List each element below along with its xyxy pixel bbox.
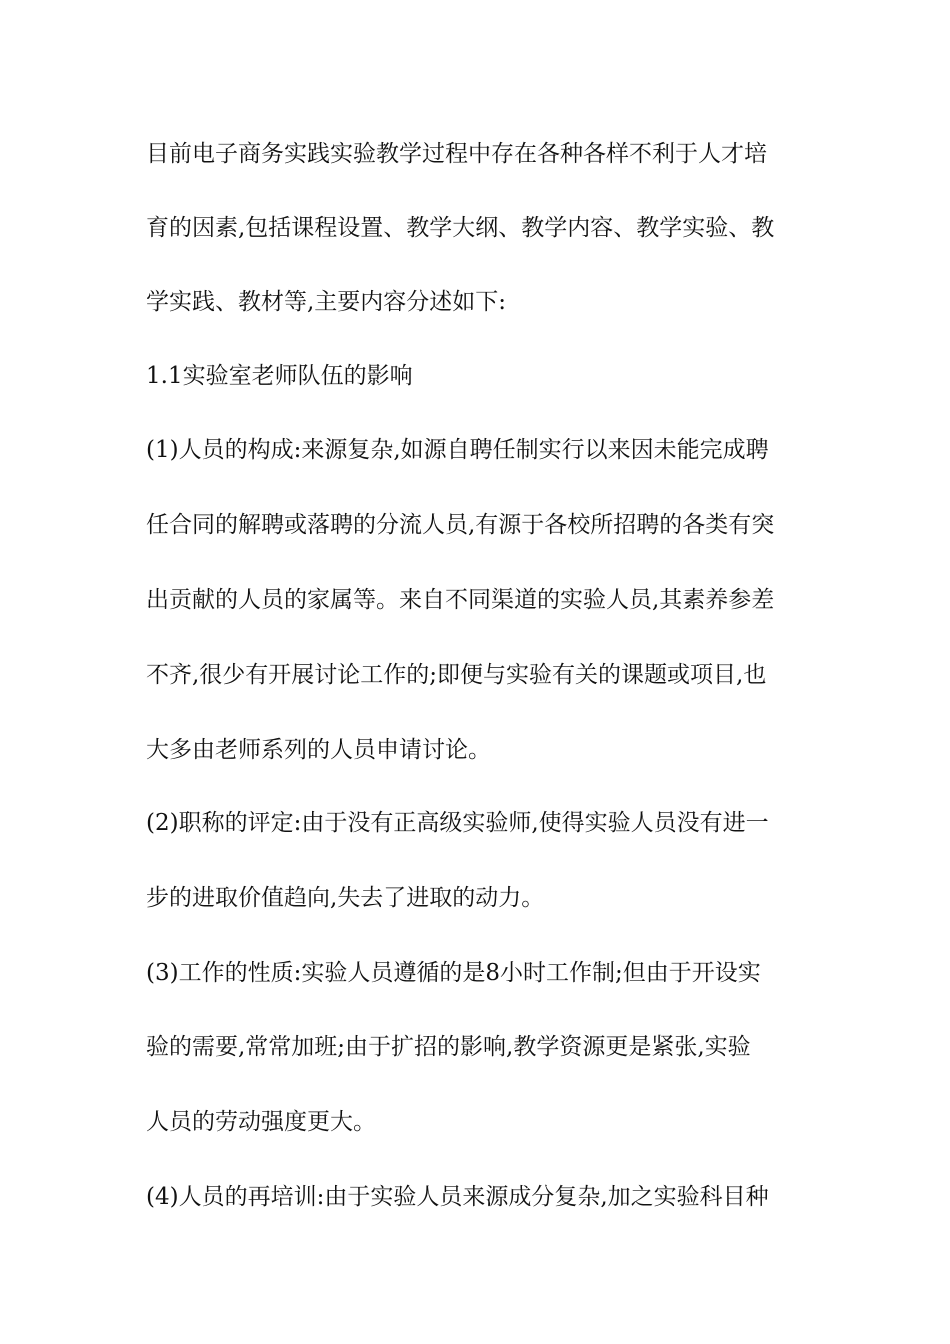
- text-line: 验的需要,常常加班;由于扩招的影响,教学资源更是紧张,实验: [146, 1034, 751, 1060]
- text-line: 人员的劳动强度更大。: [146, 1109, 376, 1135]
- text-line: 任合同的解聘或落聘的分流人员,有源于各校所招聘的各类有突: [146, 512, 775, 538]
- text-line: (3)工作的性质:实验人员遵循的是8小时工作制;但由于开设实: [146, 960, 761, 986]
- text-line: 学实践、教材等,主要内容分述如下:: [146, 289, 507, 315]
- text-line: 目前电子商务实践实验教学过程中存在各种各样不利于人才培: [146, 141, 767, 167]
- text-line: (1)人员的构成:来源复杂,如源自聘任制实行以来因未能完成聘: [146, 437, 769, 463]
- text-line: (4)人员的再培训:由于实验人员来源成分复杂,加之实验科目种: [146, 1184, 769, 1210]
- text-line: 步的进取价值趋向,失去了进取的动力。: [146, 885, 545, 911]
- text-line: 不齐,很少有开展讨论工作的;即便与实验有关的课题或项目,也: [146, 662, 767, 688]
- text-line: 大多由老师系列的人员申请讨论。: [146, 737, 491, 763]
- text-line: 育的因素,包括课程设置、教学大纲、教学内容、教学实验、教: [146, 215, 775, 241]
- text-line: 出贡献的人员的家属等。来自不同渠道的实验人员,其素养参差: [146, 587, 775, 613]
- text-line: (2)职称的评定:由于没有正高级实验师,使得实验人员没有进一: [146, 810, 769, 836]
- section-heading: 1.1实验室老师队伍的影响: [146, 363, 413, 389]
